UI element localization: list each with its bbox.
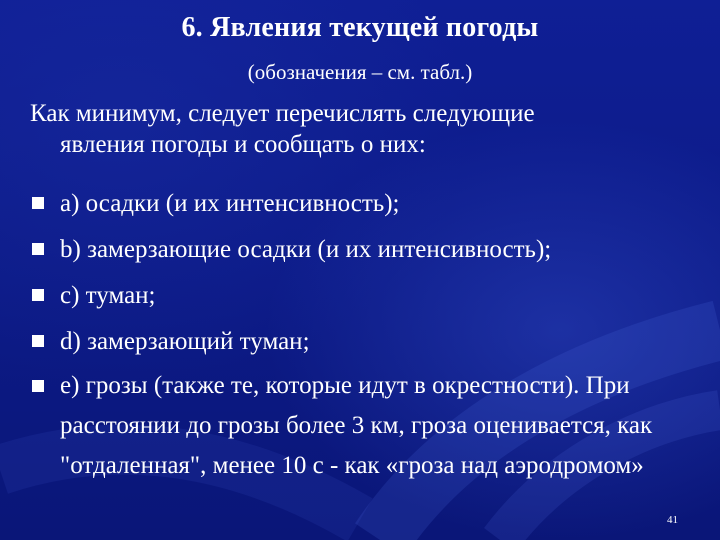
bullet-text: e) грозы (также те, которые идут в окрестности). При расстоянии до грозы более 3 км, гроза оценивается, как "отдаленная", менее 10 с - как «гроза над аэродромом» xyxy=(60,372,653,479)
slide-subtitle: (обозначения – см. табл.) xyxy=(247,60,473,84)
bullet-text: c) туман; xyxy=(60,282,156,309)
square-bullet-icon xyxy=(32,243,44,255)
square-bullet-icon xyxy=(32,380,44,392)
square-bullet-icon xyxy=(32,197,44,209)
square-bullet-icon xyxy=(32,335,44,347)
square-bullet-icon xyxy=(32,289,44,301)
list-item xyxy=(30,181,690,227)
list-item xyxy=(30,319,690,365)
slide-title: 6. Явления текущей погоды xyxy=(181,12,539,43)
intro-paragraph xyxy=(30,98,690,160)
list-item xyxy=(30,273,690,319)
bullet-text: a) осадки (и их интенсивность); xyxy=(60,190,400,217)
intro-line-1: Как минимум, следует перечислять следующие xyxy=(30,100,535,127)
list-item xyxy=(30,227,690,273)
page-number: 41 xyxy=(667,514,678,526)
list-item xyxy=(30,366,690,486)
intro-line-2: явления погоды и сообщать о них: xyxy=(60,131,426,158)
bullet-list xyxy=(30,181,690,486)
bullet-text: d) замерзающий туман; xyxy=(60,328,310,355)
bullet-text: b) замерзающие осадки (и их интенсивность); xyxy=(60,236,552,263)
